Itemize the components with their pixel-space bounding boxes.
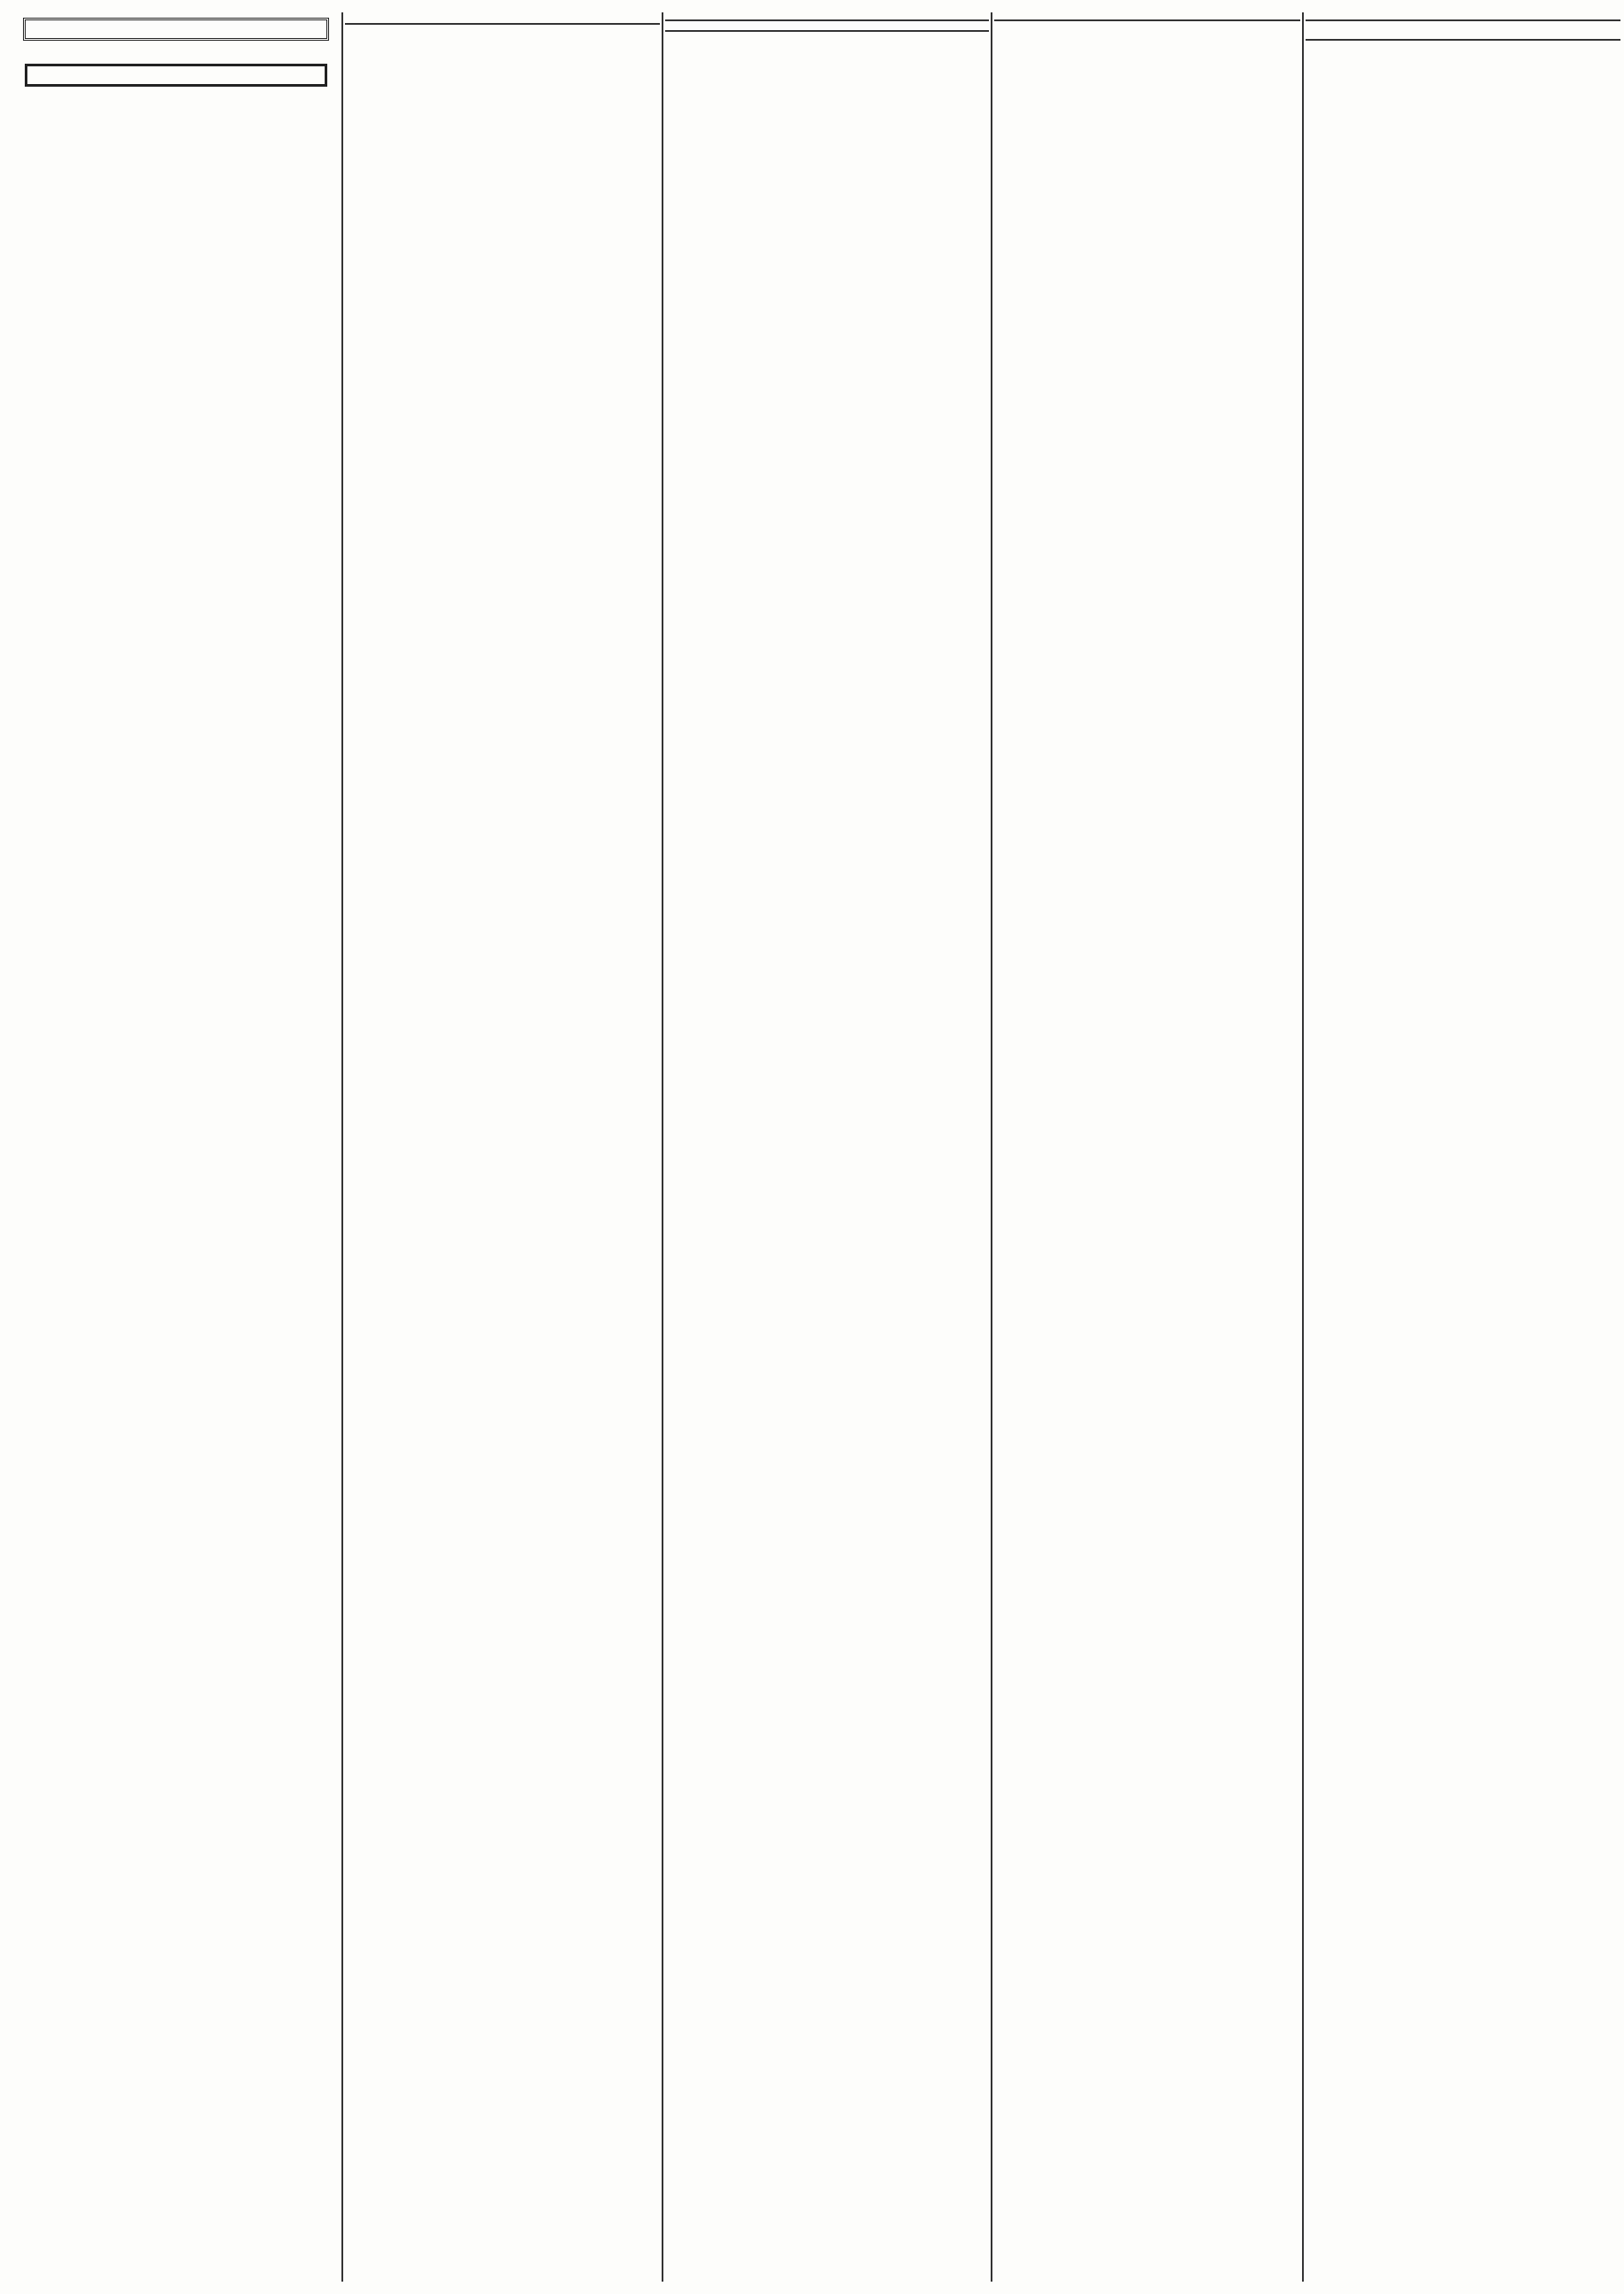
divider — [1306, 19, 1620, 21]
column-national-medical-association-content-real — [1306, 12, 1620, 2282]
divider — [1306, 39, 1620, 41]
column-rule — [1302, 12, 1304, 2282]
corn-cultivation-body — [1306, 48, 1620, 51]
medical-association-body — [1306, 28, 1620, 32]
